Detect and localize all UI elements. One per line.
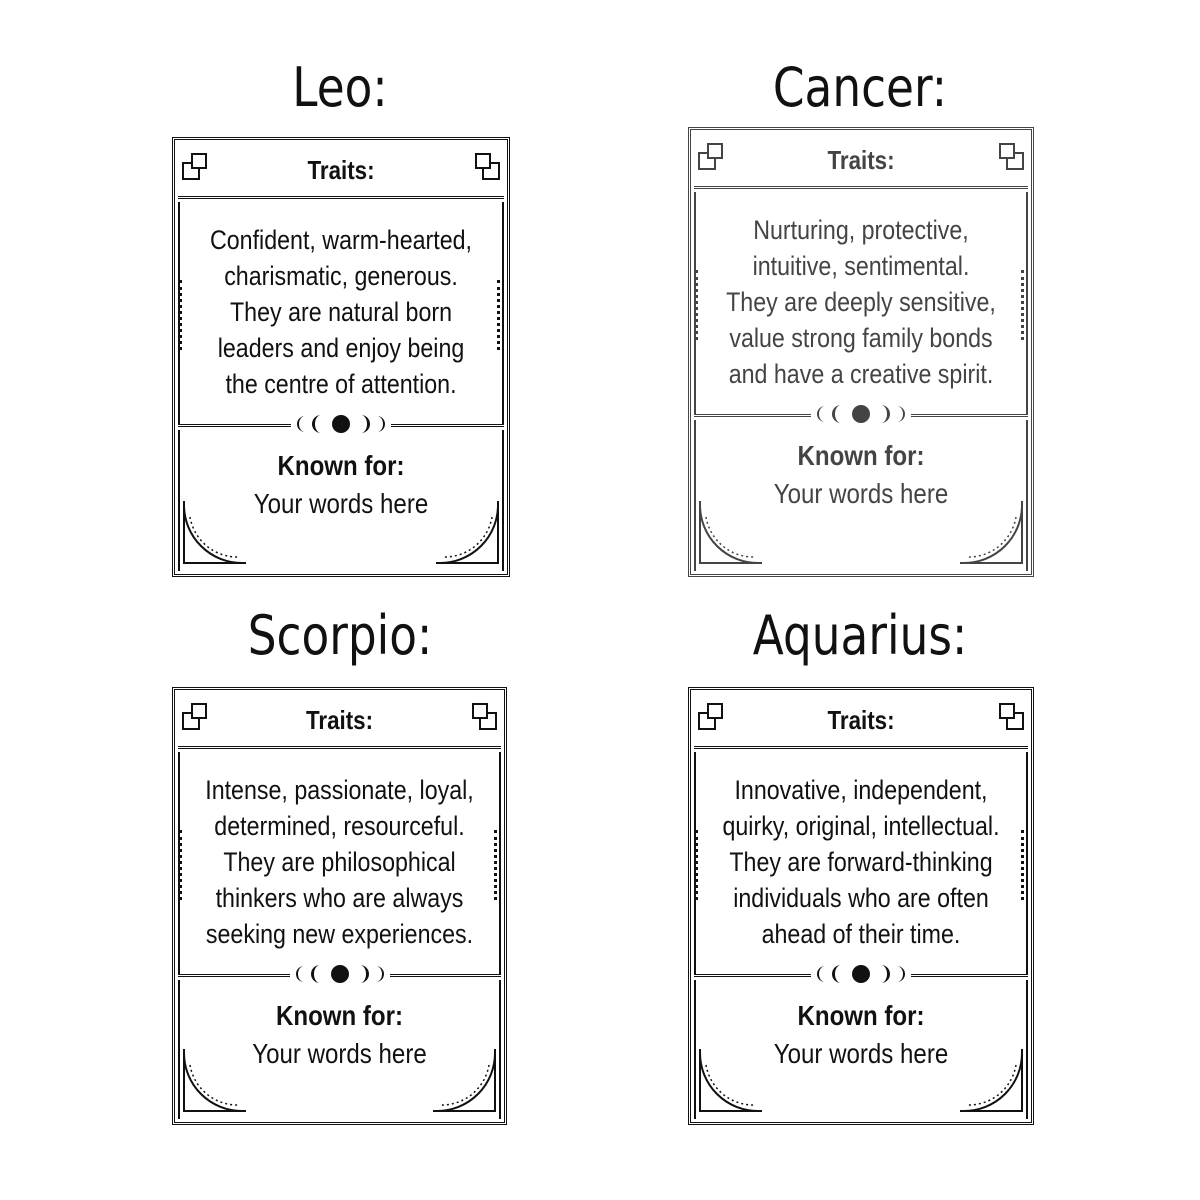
corner-arc-icon: [429, 1049, 499, 1119]
traits-header: [694, 133, 1028, 189]
corner-arc-icon: [696, 1049, 766, 1119]
known-for-label: Known for:: [277, 450, 405, 481]
traits-line: seeking new experiences.: [205, 919, 474, 949]
cancer-title: Cancer:: [772, 56, 948, 119]
traits-line: and have a creative spirit.: [728, 359, 994, 389]
traits-line: Nurturing, protective,: [753, 215, 969, 245]
traits-header: [178, 143, 504, 199]
traits-text: [202, 772, 476, 952]
traits-line: the centre of attention.: [225, 369, 457, 399]
dotted-border-icon: [179, 280, 186, 350]
traits-line: intuitive, sentimental.: [752, 251, 970, 281]
traits-line: quirky, original, intellectual.: [722, 811, 1000, 841]
traits-line: They are natural born: [229, 297, 453, 327]
dotted-border-icon: [494, 830, 501, 900]
dotted-border-icon: [1021, 830, 1028, 900]
dotted-border-icon: [695, 830, 702, 900]
traits-header: [178, 693, 501, 749]
known-for-section: [178, 980, 501, 1119]
leo-title: Leo:: [292, 56, 388, 119]
traits-line: They are philosophical: [223, 847, 456, 877]
dotted-border-icon: [695, 270, 702, 340]
corner-arc-icon: [696, 501, 766, 571]
known-for-section: [178, 430, 504, 571]
known-for-value: Your words here: [773, 1038, 949, 1069]
traits-line: Innovative, independent,: [734, 775, 988, 805]
corner-arc-icon: [180, 501, 250, 571]
traits-text: [719, 772, 1003, 952]
traits-section: [694, 192, 1028, 414]
traits-line: charismatic, generous.: [224, 261, 458, 291]
aquarius-card: [688, 687, 1034, 1125]
known-for-label: Known for:: [797, 1000, 925, 1031]
traits-header: [694, 693, 1028, 749]
dotted-border-icon: [1021, 270, 1028, 340]
traits-line: Confident, warm-hearted,: [209, 225, 473, 255]
traits-label: Traits:: [307, 155, 375, 185]
traits-section: [694, 752, 1028, 974]
traits-section: [178, 752, 501, 974]
dotted-border-icon: [497, 280, 504, 350]
traits-line: thinkers who are always: [215, 883, 464, 913]
known-for-label: Known for:: [275, 1000, 404, 1031]
traits-line: individuals who are often: [733, 883, 989, 913]
traits-line: determined, resourceful.: [214, 811, 465, 841]
scorpio-card: [172, 687, 507, 1125]
known-for-section: [694, 980, 1028, 1119]
dotted-border-icon: [179, 830, 186, 900]
traits-line: Intense, passionate, loyal,: [205, 775, 474, 805]
known-for-value: Your words here: [253, 488, 429, 519]
traits-section: [178, 202, 504, 424]
traits-label: Traits:: [827, 145, 895, 175]
known-for-label: Known for:: [797, 440, 925, 471]
corner-arc-icon: [956, 501, 1026, 571]
traits-line: They are deeply sensitive,: [726, 287, 996, 317]
traits-line: value strong family bonds: [729, 323, 993, 353]
traits-line: They are forward-thinking: [729, 847, 993, 877]
traits-label: Traits:: [305, 705, 374, 735]
traits-label: Traits:: [827, 705, 895, 735]
traits-line: ahead of their time.: [761, 919, 961, 949]
leo-card: [172, 137, 510, 577]
corner-arc-icon: [956, 1049, 1026, 1119]
corner-arc-icon: [432, 501, 502, 571]
cancer-card: [688, 127, 1034, 577]
aquarius-title: Aquarius:: [752, 604, 968, 667]
known-for-value: Your words here: [252, 1038, 427, 1069]
scorpio-title: Scorpio:: [247, 604, 433, 667]
traits-text: [203, 222, 480, 402]
known-for-section: [694, 420, 1028, 571]
corner-arc-icon: [180, 1049, 250, 1119]
traits-text: [719, 212, 1003, 392]
known-for-value: Your words here: [773, 478, 949, 509]
traits-line: leaders and enjoy being: [217, 333, 465, 363]
